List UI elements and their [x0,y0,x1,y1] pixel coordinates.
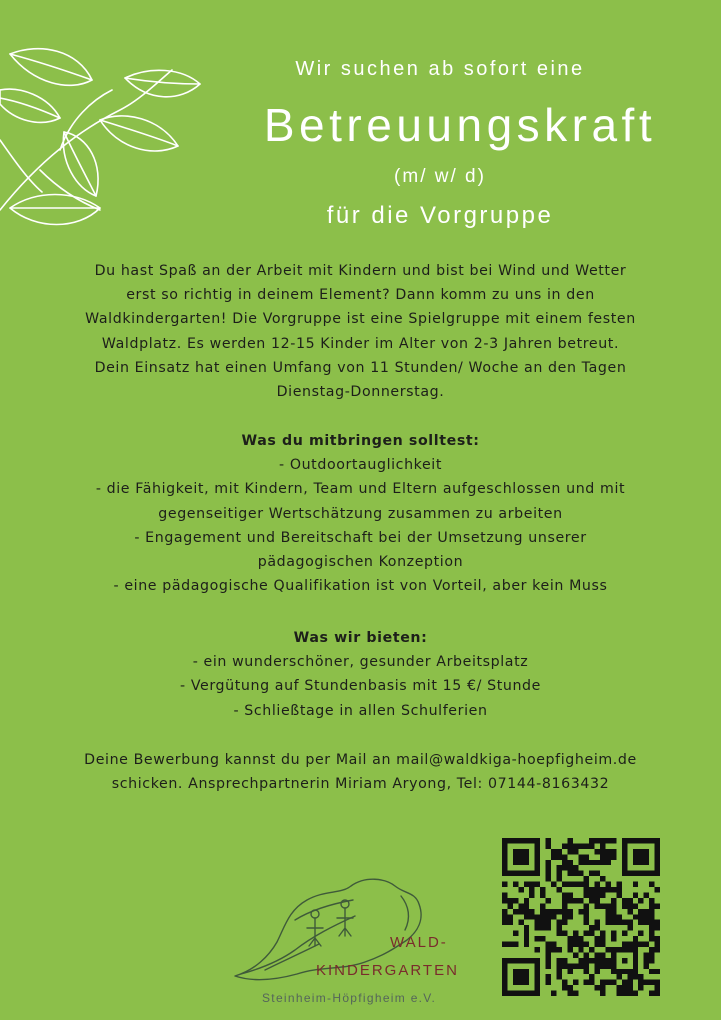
offer-heading: Was wir bieten: [293,630,428,646]
leaf-branch-icon [0,40,210,240]
offer-line: - Schließtage in allen Schulferien [233,702,488,719]
requirement-line: - Engagement und Bereitschaft bei der Umsetzung unserer [134,529,587,546]
requirement-line: - Outdoortauglichkeit [278,457,443,474]
intro-line: Du hast Spaß an der Arbeit mit Kindern und bist bei Wind und Wetter [94,263,627,279]
intro-headline: Wir suchen ab sofort eine [295,58,585,80]
intro-line: Dienstag-Donnerstag. [276,384,445,401]
requirement-line: - eine pädagogische Qualifikation ist von Vorteil, aber kein Muss [113,578,608,595]
gender-note: (m/ w/ d) [394,166,486,187]
intro-line: Waldkindergarten! Die Vorgruppe ist eine Spielgruppe mit einem festen [85,311,636,328]
requirement-line: gegenseitiger Wertschätzung zusammen zu arbeiten [158,505,563,522]
offer-section [30,626,691,723]
logo-text-kindergarten: KINDERGARTEN [316,962,459,979]
logo-text-wald: WALD- [390,934,448,951]
group-subtitle: für die Vorgruppe [326,202,554,229]
requirement-line: - die Fähigkeit, mit Kindern, Team und Eltern aufgeschlossen und mit [95,481,626,498]
qr-code[interactable] [502,838,660,996]
intro-paragraph [30,259,691,404]
page-title: Betreuungskraft [263,99,657,151]
logo-text-association: Steinheim-Höpfigheim e.V. [262,991,437,1005]
requirements-section [30,429,691,598]
contact-line: schicken. Ansprechpartnerin Miriam Aryong, Tel: 07144-8163432 [111,776,610,793]
contact-section [30,748,691,796]
offer-line: - Vergütung auf Stundenbasis mit 15 €/ Stunde [179,678,541,695]
requirements-heading: Was du mitbringen solltest: [241,433,480,449]
requirement-line: pädagogischen Konzeption [257,554,464,571]
intro-line: Dein Einsatz hat einen Umfang von 11 Stunden/ Woche an den Tagen [94,359,627,376]
intro-line: Waldplatz. Es werden 12-15 Kinder im Alter von 2-3 Jahren betreut. [101,335,620,352]
offer-line: - ein wunderschöner, gesunder Arbeitsplatz [192,654,529,671]
contact-line: Deine Bewerbung kannst du per Mail an mail@waldkiga-hoepfigheim.de [84,752,637,768]
intro-line: erst so richtig in deinem Element? Dann komm zu uns in den [126,287,595,304]
